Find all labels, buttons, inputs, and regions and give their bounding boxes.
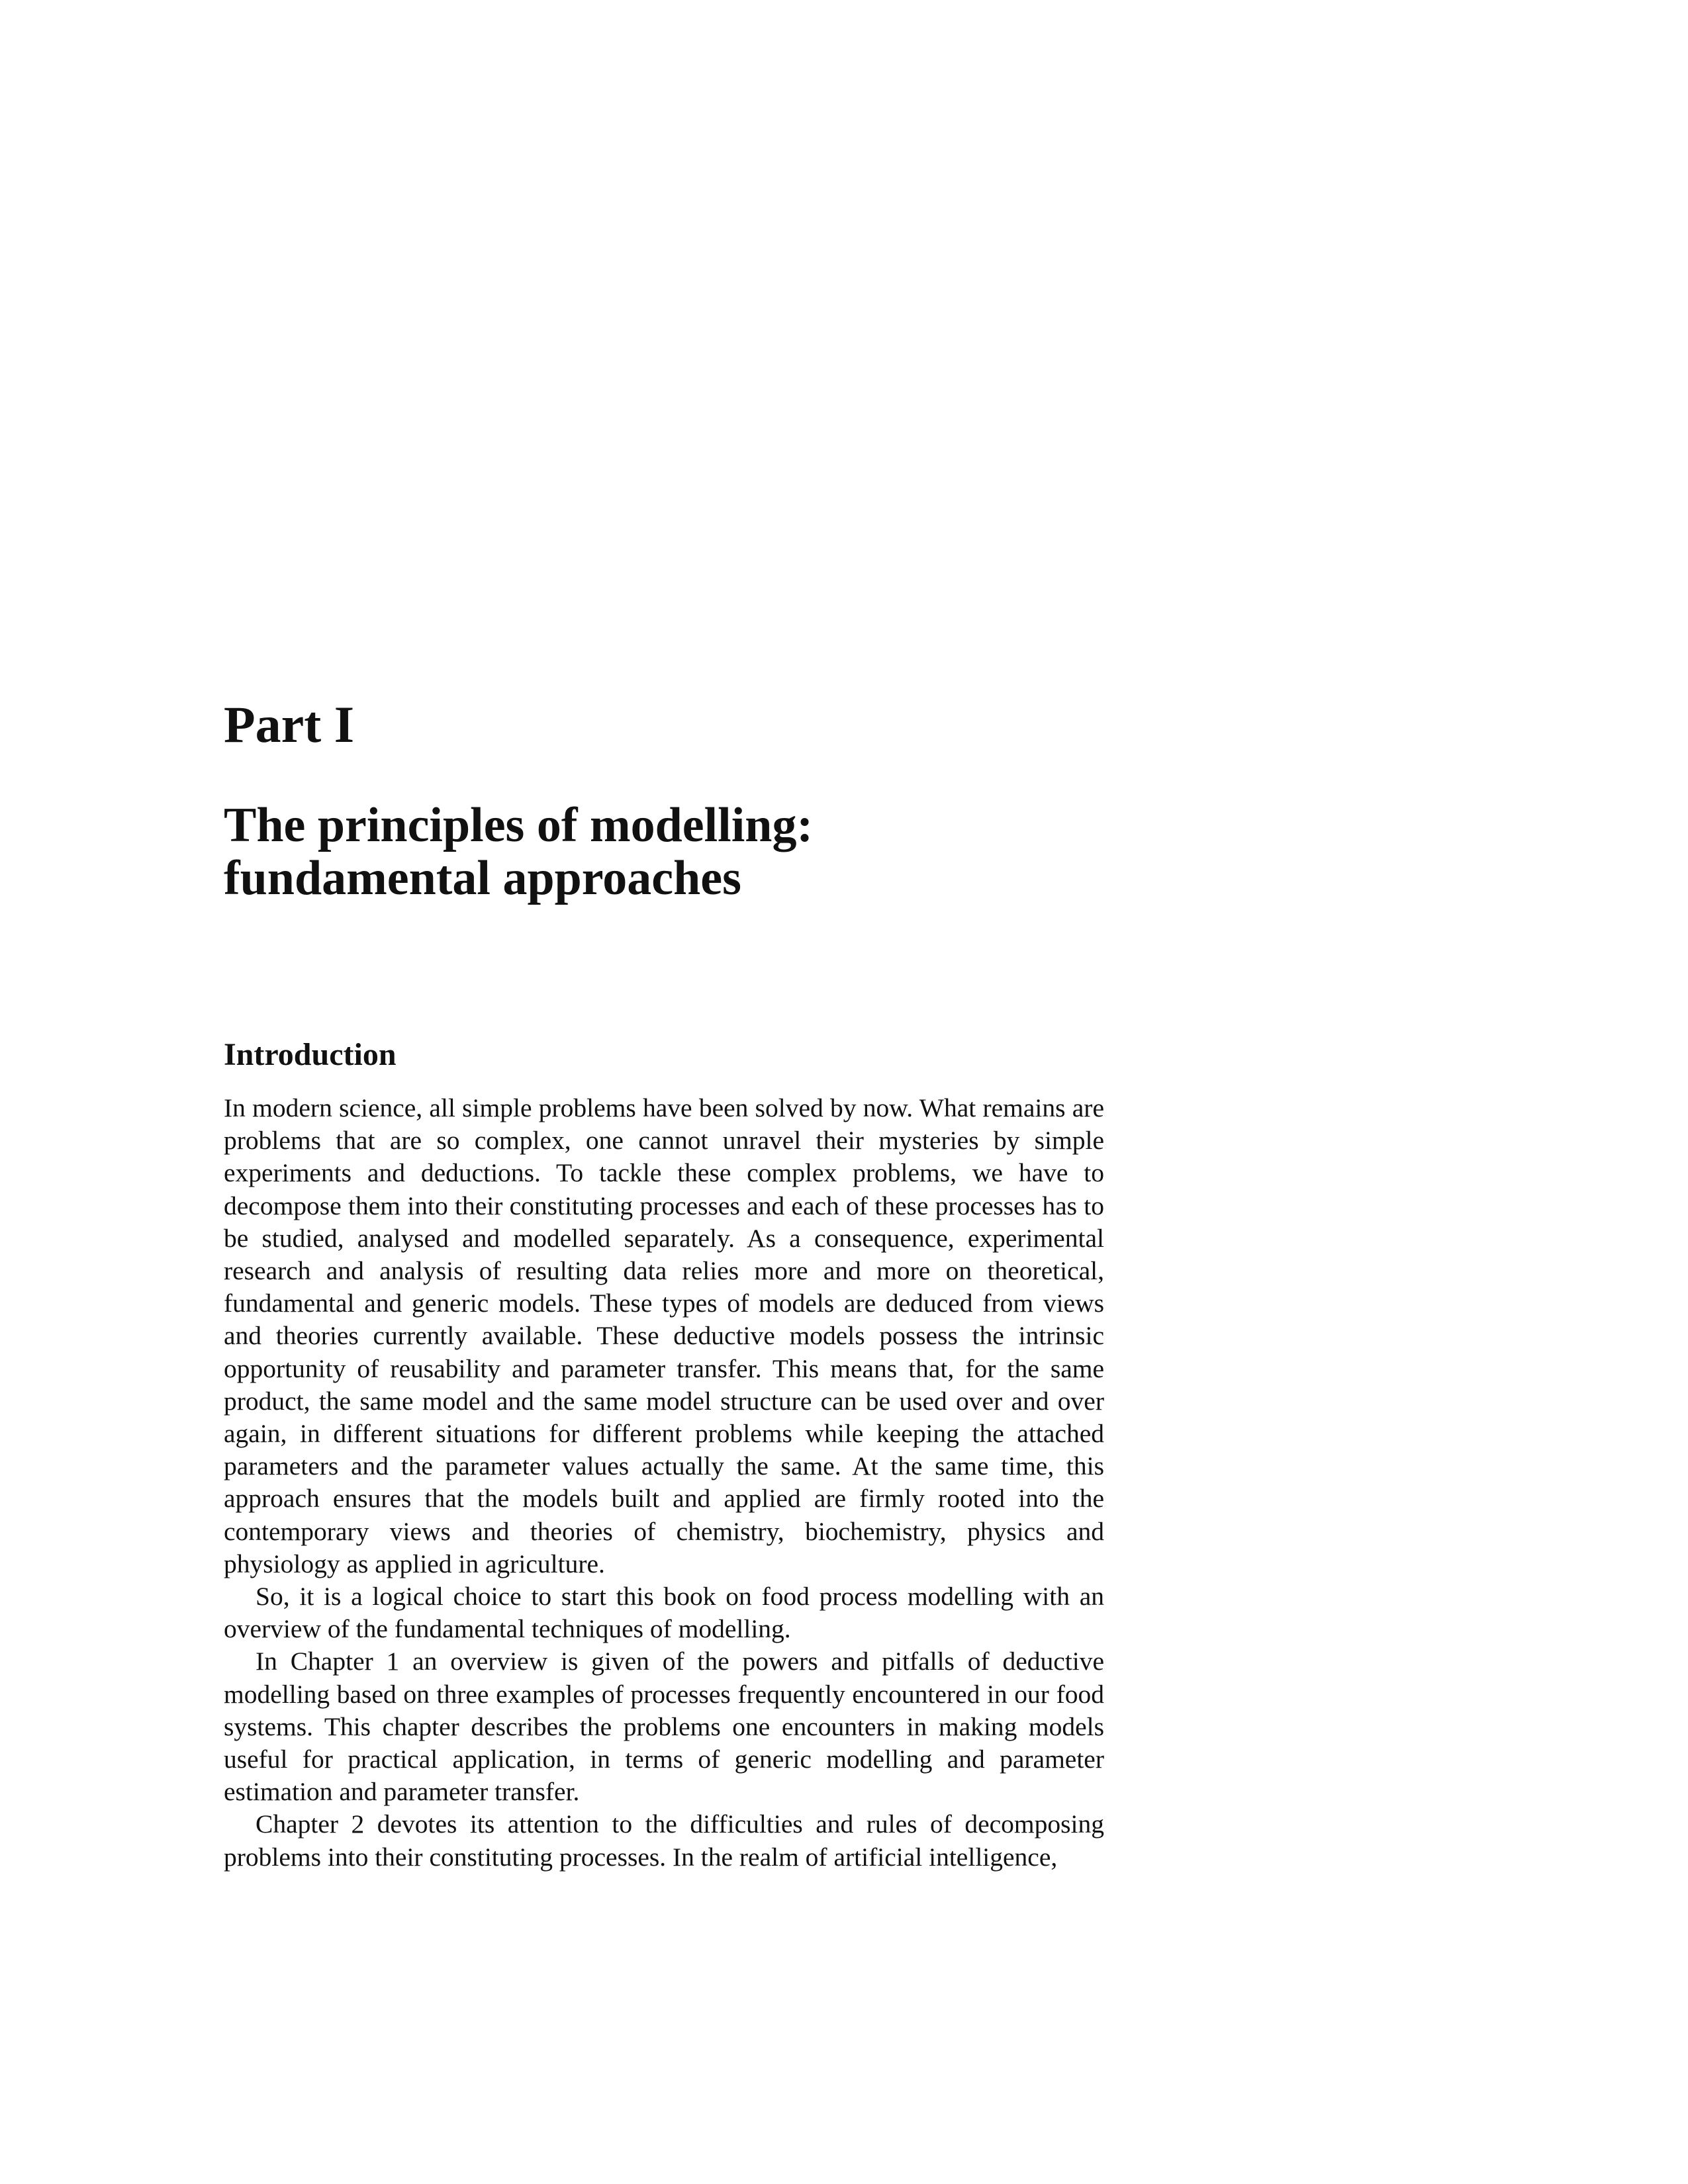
body-text: [224, 1092, 1104, 1874]
section-heading: Introduction: [224, 1037, 397, 1072]
part-title: [224, 799, 1104, 905]
paragraph-3: In Chapter 1 an overview is given of the powers and pitfalls of deductive modelling based on three examples of processes frequently encountered in our food systems. This chapter describes the problems one encounters in making models useful for practical application, in terms of generic modelling and parameter estimation and parameter transfer.: [224, 1647, 1104, 1807]
paragraph-4: Chapter 2 devotes its attention to the difficulties and rules of decomposing problems into their constituting processes. In the realm of artificial intelligence,: [224, 1809, 1104, 1872]
paragraph-2: So, it is a logical choice to start this book on food process modelling with an overview of the fundamental techniques of modelling.: [224, 1582, 1104, 1644]
paragraph-1: In modern science, all simple problems have been solved by now. What remains are problems that are so complex, one cannot unravel their mysteries by simple experiments and deductions. To tackle these complex problems, we have to decompose them into their constituting processes and each of these processes has to be studied, analysed and modelled separately. As a consequence, experimental research and analysis of resulting data relies more and more on theoretical, fundamental and generic models. These types of models are deduced from views and theories currently available. These deductive models possess the intrinsic opportunity of reusability and parameter transfer. This means that, for the same product, the same model and the same model structure can be used over and over again, in different situations for different problems while keeping the attached parameters and the parameter values actually the same. At the same time, this approach ensures that the models built and applied are firmly rooted into the contemporary views and theories of chemistry, biochemistry, physics and physiology as applied in agriculture.: [224, 1093, 1104, 1578]
part-label: Part I: [224, 696, 355, 753]
part-title-line-2: fundamental approaches: [224, 851, 741, 905]
part-title-line-1: The principles of modelling:: [224, 798, 814, 852]
